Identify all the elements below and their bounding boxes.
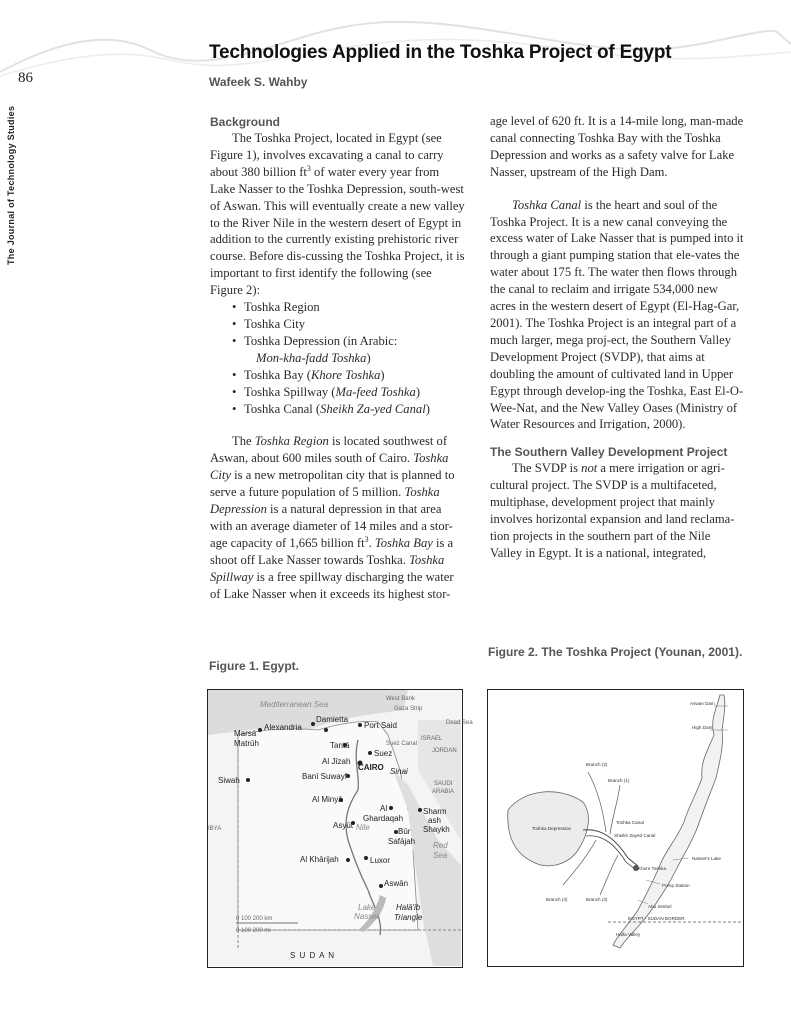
map1-label: Al Minyā bbox=[312, 795, 343, 804]
journal-name: The Journal of Technology Studies bbox=[6, 105, 16, 265]
map2-label: Branch (4) bbox=[546, 897, 568, 902]
list-item: • Toshka City bbox=[232, 316, 465, 333]
map1-label: S U D A N bbox=[290, 951, 336, 960]
map1-label: Halā'ib bbox=[396, 903, 421, 912]
map1-label: Sea bbox=[433, 851, 448, 860]
map1-label: Nile bbox=[356, 823, 370, 832]
map1-label: ARABIA bbox=[432, 789, 455, 795]
background-paragraph: The Toshka Project, located in Egypt (see Figure 1), involves excavating a canal to carry about 380 billion $ft^3$ of water every year from Lake Nasser to the Toshka Depression, south-west of Aswan. This will eventually create a new valley to the River Nile in the western desert of Egypt in addition to the currently existing prehistoric river course. Before dis-cussing the Toshka Project, it is important to first identify the following (see Figure 2): bbox=[210, 131, 465, 298]
map1-label: Asyūt bbox=[333, 821, 354, 830]
list-item: • Toshka Canal (Sheikh Za-yed Canal) bbox=[232, 401, 465, 418]
map1-label: Triangle bbox=[394, 913, 423, 922]
map1-label: Marsá bbox=[234, 729, 257, 738]
background-heading: Background bbox=[210, 115, 281, 129]
map1-label: 0 100 200 km bbox=[236, 916, 273, 922]
list-item: • Toshka Spillway (Ma-feed Toshka) bbox=[232, 384, 465, 401]
map2-label: Branch (2) bbox=[586, 762, 608, 767]
figure1-caption: Figure 1. Egypt. bbox=[209, 659, 300, 673]
region-paragraph: The Toshka Region is located southwest of Aswan, about 600 miles south of Cairo. Toshka City is a new metropolitan city that is planned to serve a future population of 5 million. Toshka Depression is a natural depression in that area with an average diameter of 14 miles and a stor-age capacity of 1,665 billion $ft^3$. Toshka Bay is a shoot off Lake Nasser towards Toshka. Toshka Spillway is a free spillway discharging the water of Lake Nasser when it exceeds its highest stor- bbox=[210, 434, 455, 601]
map2-label: Toshka Canal bbox=[616, 820, 644, 825]
map1-label: Alexandria bbox=[264, 723, 302, 732]
list-item: • Toshka Region bbox=[232, 299, 465, 316]
map1-label: Damietta bbox=[316, 715, 349, 724]
figure2-toshka-map bbox=[487, 689, 744, 967]
map1-label: Port Said bbox=[364, 721, 397, 730]
map2-label: Aswan Dam bbox=[690, 701, 715, 706]
map1-label: Luxor bbox=[370, 856, 391, 865]
map1-label: Matrūh bbox=[234, 739, 259, 748]
map1-label: Būr bbox=[398, 827, 411, 836]
page-number: 86 bbox=[18, 70, 33, 86]
map2-label: Khore Toshka bbox=[638, 866, 667, 871]
map1-label: Nasser bbox=[354, 912, 380, 921]
map2-label: Branch (1) bbox=[608, 778, 630, 783]
map2-label: Nasser's Lake bbox=[692, 856, 721, 861]
map1-label: Al Jīzah bbox=[322, 757, 351, 766]
map1-label: Tantā bbox=[330, 741, 350, 750]
header-swoosh bbox=[0, 0, 791, 80]
map1-label: Ghardaqah bbox=[363, 814, 404, 823]
map2-label: Pump Station bbox=[662, 883, 690, 888]
map2-label: High Dam bbox=[692, 725, 713, 730]
right-column bbox=[490, 113, 745, 562]
map1-label: Mediterranean Sea bbox=[260, 700, 329, 709]
map1-label: Al Khārijah bbox=[300, 855, 339, 864]
map1-label: Suez bbox=[374, 749, 393, 758]
map2-label: Toshka Depression bbox=[532, 826, 572, 831]
author-name: Wafeek S. Wahby bbox=[209, 75, 308, 89]
map1-label: IBYA bbox=[208, 826, 222, 832]
map1-label: Sharm bbox=[423, 807, 447, 816]
map2-label: EGYPT - SUDAN BORDER bbox=[628, 916, 685, 921]
left-column bbox=[210, 113, 465, 602]
map1-label: Safājah bbox=[388, 837, 416, 846]
map1-label: Lake bbox=[358, 903, 376, 912]
map1-label: Banī Suwayf bbox=[302, 772, 347, 781]
map2-label: Halfa Valley bbox=[616, 932, 641, 937]
map1-label: 0 100 200 mi bbox=[236, 928, 271, 934]
map1-label: Aswān bbox=[384, 879, 409, 888]
article-title: Technologies Applied in the Toshka Project of Egypt bbox=[209, 42, 672, 63]
toshka-list bbox=[210, 299, 465, 417]
map1-label: CAIRO bbox=[358, 763, 384, 772]
map1-label: Sinai bbox=[390, 767, 408, 776]
map1-label: Al bbox=[380, 804, 388, 813]
map1-label: Dead Sea bbox=[446, 720, 473, 726]
map2-label: Abu Simbel bbox=[648, 904, 672, 909]
canal-paragraph: Toshka Canal is the heart and soul of the Toshka Project. It is a new canal conveying the excess water of Lake Nasser that is pumped into it through a giant pumping station that ele-vates the water about 175 ft. The water then flows through the canal to reclaim and irrigate 534,000 new acres in the western desert of Egypt (El-Hag-Gar, 2001). The Toshka Project is an integral part of a much larger, mega proj-ect, the Southern Valley Development Project (SVDP), that aims at doubling the amount of cultivated land in Upper Egypt through develop-ing the Toshka, East El-O-Wee-Nat, and the New Valley Oases (Ministry of Water Resources and Irrigation, 2000). bbox=[490, 197, 744, 432]
map1-label: Siwah bbox=[218, 776, 240, 785]
figure2-caption: Figure 2. The Toshka Project (Younan, 2001). bbox=[488, 645, 743, 659]
map1-label: SAUDI bbox=[434, 781, 453, 787]
map1-label: West Bank bbox=[386, 696, 415, 702]
map1-label: ISRAEL bbox=[421, 736, 443, 742]
map1-label: ash bbox=[428, 816, 441, 825]
map2-label: Branch (3) bbox=[586, 897, 608, 902]
map2-label: Sheikh Zayed Canal bbox=[614, 833, 656, 838]
svdp-heading: The Southern Valley Development Project bbox=[490, 445, 728, 460]
list-item: • Toshka Bay (Khore Toshka) bbox=[232, 367, 465, 384]
spillway-paragraph: age level of 620 ft. It is a 14-mile long, man-made canal connecting Toshka Bay with the Toshka Depression and works as a safety valve for Lake Nasser, upstream of the High Dam. bbox=[490, 114, 744, 179]
map1-label: Red bbox=[433, 841, 448, 850]
map1-label: Shaykh bbox=[423, 825, 450, 834]
svdp-paragraph: The SVDP is not a mere irrigation or agri-cultural project. The SVDP is a multifaceted, multiphase, development project that mainly involves horizontal expansion and land reclama-tion projects in the southern part of the Nile Valley in Egypt. It is a national, integrated, bbox=[490, 461, 735, 560]
map1-label: JORDAN bbox=[432, 748, 457, 754]
list-item: • Toshka Depression (in Arabic: Mon-kha-fadd Toshka) bbox=[232, 333, 465, 367]
figure1-egypt-map bbox=[207, 689, 473, 968]
map1-label: Suez Canal bbox=[386, 741, 418, 747]
map1-label: Gaza Strip bbox=[394, 706, 423, 712]
